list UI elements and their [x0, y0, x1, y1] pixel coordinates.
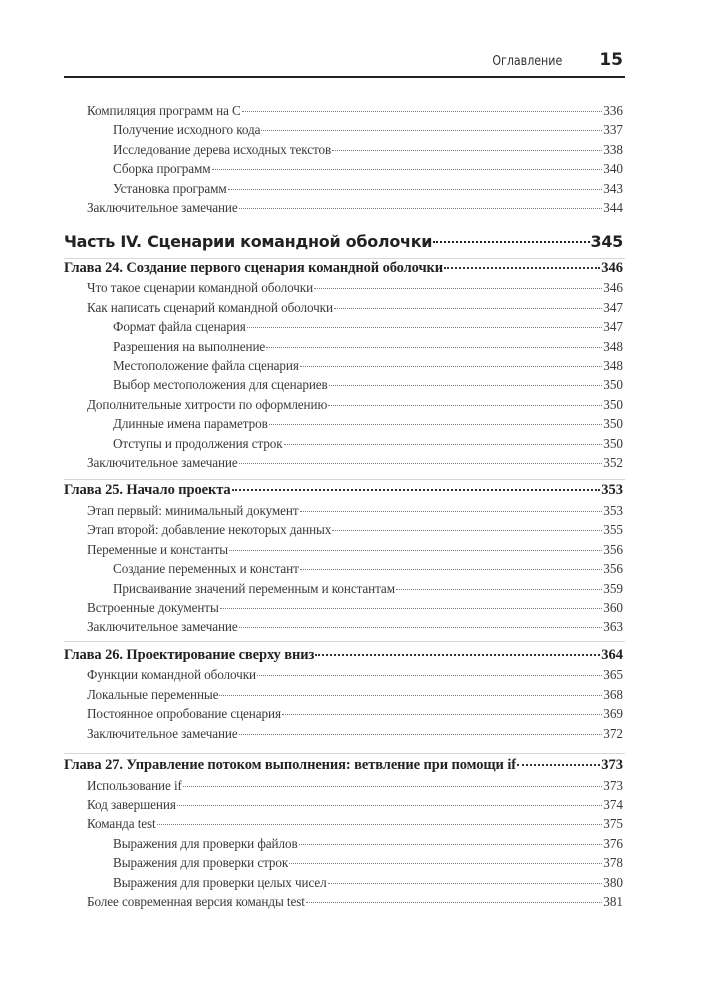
toc-entry-page: 343: [603, 181, 623, 196]
toc-entry[interactable]: [64, 619, 623, 637]
header-page-number: 15: [599, 50, 623, 70]
toc-entry-title: Создание переменных и констант: [113, 561, 299, 576]
toc-entry-title: Код завершения: [87, 797, 176, 812]
dot-leader: [261, 130, 602, 131]
toc-entry-title: Компиляция программ на С: [87, 103, 241, 118]
toc-entry[interactable]: [64, 319, 623, 337]
toc-entry[interactable]: [64, 706, 623, 724]
dot-leader: [300, 366, 602, 367]
toc-entry-title: Использование if: [87, 778, 182, 793]
toc-entry-page: 348: [603, 339, 623, 354]
chapter-divider: [64, 258, 625, 259]
toc-entry-title: Заключительное замечание: [87, 455, 238, 470]
dot-leader: [299, 844, 603, 845]
toc-entry[interactable]: [64, 687, 623, 705]
toc-entry-title: Выражения для проверки целых чисел: [113, 875, 327, 890]
toc-entry-title: Этап второй: добавление некоторых данных: [87, 522, 332, 537]
toc-entry[interactable]: [64, 581, 623, 599]
dot-leader: [328, 405, 602, 406]
toc-entry-page: 346: [603, 280, 623, 295]
chapter-divider: [64, 641, 625, 642]
toc-chapter-entry[interactable]: [64, 482, 623, 500]
toc-entry[interactable]: [64, 797, 623, 815]
toc-entry[interactable]: [64, 377, 623, 395]
toc-entry-page: 345: [590, 232, 623, 251]
toc-entry-page: 344: [603, 200, 623, 215]
toc-entry[interactable]: [64, 875, 623, 893]
toc-entry-page: 350: [603, 377, 623, 392]
toc-entry-page: 373: [603, 778, 623, 793]
toc-entry-page: 360: [603, 600, 623, 615]
toc-entry-page: 373: [601, 757, 623, 773]
dot-leader: [284, 444, 603, 445]
toc-entry-page: 376: [603, 836, 623, 851]
toc-entry-title: Часть IV. Сценарии командной оболочки: [64, 232, 433, 251]
toc-entry-page: 381: [603, 894, 623, 909]
toc-entry-page: 336: [603, 103, 623, 118]
toc-entry-page: 347: [603, 300, 623, 315]
dot-leader: [396, 589, 602, 590]
toc-entry-title: Выражения для проверки строк: [113, 855, 289, 870]
toc-chapter-entry[interactable]: [64, 260, 623, 278]
toc-entry[interactable]: [64, 522, 623, 540]
dot-leader: [239, 627, 603, 628]
dot-leader: [315, 654, 600, 656]
toc-entry[interactable]: [64, 280, 623, 298]
toc-entry[interactable]: [64, 416, 623, 434]
toc-entry-page: 356: [603, 561, 623, 576]
toc-entry[interactable]: [64, 600, 623, 618]
toc-entry-page: 372: [603, 726, 623, 741]
toc-entry-page: 346: [601, 260, 623, 276]
toc-entry[interactable]: [64, 397, 623, 415]
toc-entry-page: 353: [603, 503, 623, 518]
dot-leader: [282, 714, 602, 715]
toc-entry-page: 340: [603, 161, 623, 176]
toc-entry[interactable]: [64, 358, 623, 376]
toc-entry-page: 364: [601, 647, 623, 663]
dot-leader: [177, 805, 602, 806]
toc-entry-page: 375: [603, 816, 623, 831]
dot-leader: [247, 327, 603, 328]
dot-leader: [306, 902, 602, 903]
toc-entry-page: 368: [603, 687, 623, 702]
toc-entry[interactable]: [64, 667, 623, 685]
toc-entry-page: 356: [603, 542, 623, 557]
toc-entry[interactable]: [64, 436, 623, 454]
toc-entry-page: 359: [603, 581, 623, 596]
toc-entry-title: Разрешения на выполнение: [113, 339, 266, 354]
toc-entry-page: 350: [603, 436, 623, 451]
toc-entry-page: 363: [603, 619, 623, 634]
toc-entry[interactable]: [64, 503, 623, 521]
toc-entry[interactable]: [64, 778, 623, 796]
toc-entry[interactable]: [64, 181, 623, 199]
toc-entry-title: Постоянное опробование сценария: [87, 706, 281, 721]
toc-entry[interactable]: [64, 339, 623, 357]
dot-leader: [332, 530, 602, 531]
toc-entry-page: 348: [603, 358, 623, 373]
toc-entry-title: Локальные переменные: [87, 687, 219, 702]
toc-entry-title: Команда test: [87, 816, 156, 831]
toc-entry[interactable]: [64, 122, 623, 140]
dot-leader: [242, 111, 602, 112]
toc-entry-page: 355: [603, 522, 623, 537]
dot-leader: [220, 608, 602, 609]
toc-entry-title: Выражения для проверки файлов: [113, 836, 298, 851]
dot-leader: [219, 695, 602, 696]
toc-entry[interactable]: [64, 300, 623, 318]
dot-leader: [314, 288, 602, 289]
toc-entry-title: Сборка программ: [113, 161, 211, 176]
dot-leader: [300, 511, 603, 512]
toc-entry[interactable]: [64, 542, 623, 560]
dot-leader: [212, 169, 603, 170]
toc-entry-title: Встроенные документы: [87, 600, 219, 615]
dot-leader: [229, 550, 602, 551]
toc-entry-title: Отступы и продолжения строк: [113, 436, 283, 451]
toc-entry[interactable]: [64, 455, 623, 473]
toc-entry-page: 352: [603, 455, 623, 470]
toc-entry-title: Функции командной оболочки: [87, 667, 256, 682]
dot-leader: [433, 241, 589, 243]
toc-entry-title: Присваивание значений переменным и константам: [113, 581, 395, 596]
toc-entry-title: Глава 25. Начало проекта: [64, 482, 231, 498]
dot-leader: [334, 308, 602, 309]
toc-entry-title: Глава 27. Управление потоком выполнения: ветвление при помощи if: [64, 757, 516, 773]
toc-entry[interactable]: [64, 816, 623, 834]
dot-leader: [232, 489, 601, 491]
dot-leader: [329, 385, 603, 386]
toc-entry-page: 350: [603, 416, 623, 431]
toc-entry-title: Дополнительные хитрости по оформлению: [87, 397, 328, 412]
header-section-title: Оглавление: [492, 54, 562, 69]
toc-entry-page: 353: [601, 482, 623, 498]
header-rule: [64, 76, 625, 78]
toc-entry[interactable]: [64, 142, 623, 160]
dot-leader: [183, 786, 602, 787]
toc-entry-title: Установка программ: [113, 181, 227, 196]
toc-entry-title: Что такое сценарии командной оболочки: [87, 280, 314, 295]
toc-entry-title: Как написать сценарий командной оболочки: [87, 300, 333, 315]
toc-entry-page: 365: [603, 667, 623, 682]
toc-entry-title: Формат файла сценария: [113, 319, 246, 334]
toc-entry-page: 374: [603, 797, 623, 812]
dot-leader: [157, 824, 603, 825]
dot-leader: [517, 764, 600, 766]
toc-entry-page: 380: [603, 875, 623, 890]
dot-leader: [328, 883, 603, 884]
toc-entry-page: 337: [603, 122, 623, 137]
toc-entry-page: 347: [603, 319, 623, 334]
dot-leader: [332, 150, 602, 151]
toc-entry-title: Переменные и константы: [87, 542, 229, 557]
dot-leader: [269, 424, 603, 425]
dot-leader: [444, 267, 600, 269]
toc-entry-title: Местоположение файла сценария: [113, 358, 299, 373]
dot-leader: [257, 675, 602, 676]
toc-entry-title: Получение исходного кода: [113, 122, 261, 137]
dot-leader: [239, 734, 603, 735]
dot-leader: [300, 569, 602, 570]
chapter-divider: [64, 753, 625, 754]
toc-entry-page: 369: [603, 706, 623, 721]
chapter-divider: [64, 479, 625, 480]
toc-entry-page: 350: [603, 397, 623, 412]
toc-entry[interactable]: [64, 836, 623, 854]
toc-entry-title: Глава 24. Создание первого сценария командной оболочки: [64, 260, 444, 276]
toc-entry[interactable]: [64, 161, 623, 179]
toc-entry-title: Более современная версия команды test: [87, 894, 305, 909]
toc-entry[interactable]: [64, 894, 623, 912]
toc-entry-title: Выбор местоположения для сценариев: [113, 377, 328, 392]
dot-leader: [239, 208, 603, 209]
toc-entry-page: 378: [603, 855, 623, 870]
toc-entry[interactable]: [64, 561, 623, 579]
dot-leader: [266, 347, 602, 348]
toc-entry[interactable]: [64, 855, 623, 873]
toc-entry[interactable]: [64, 726, 623, 744]
toc-part-entry[interactable]: [64, 232, 623, 250]
dot-leader: [228, 189, 603, 190]
toc-entry-title: Заключительное замечание: [87, 200, 238, 215]
dot-leader: [239, 463, 603, 464]
toc-entry-title: Заключительное замечание: [87, 726, 238, 741]
toc-entry[interactable]: [64, 103, 623, 121]
toc-entry[interactable]: [64, 200, 623, 218]
toc-entry-title: Исследование дерева исходных текстов: [113, 142, 332, 157]
toc-entry-title: Заключительное замечание: [87, 619, 238, 634]
toc-chapter-entry[interactable]: [64, 757, 623, 775]
toc-entry-title: Этап первый: минимальный документ: [87, 503, 299, 518]
toc-entry-page: 338: [603, 142, 623, 157]
toc-entry-title: Глава 26. Проектирование сверху вниз: [64, 647, 315, 663]
dot-leader: [289, 863, 602, 864]
toc-entry-title: Длинные имена параметров: [113, 416, 268, 431]
toc-chapter-entry[interactable]: [64, 647, 623, 665]
